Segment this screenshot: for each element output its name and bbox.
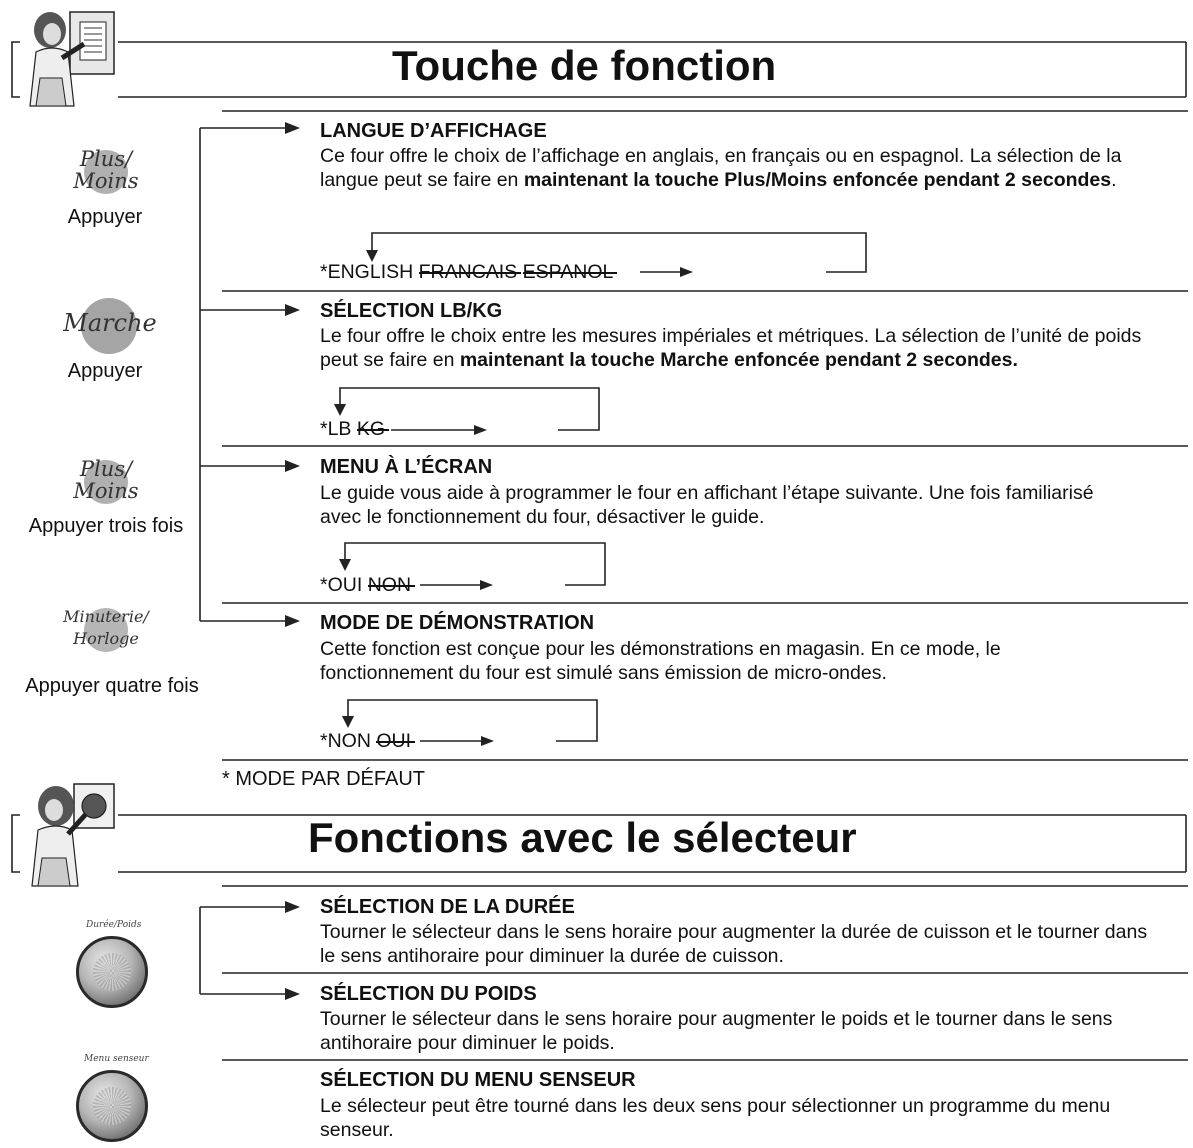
item-text: Tourner le sélecteur dans le sens horaire pour augmenter la durée de cuisson et le tourner dans le sens antihoraire pour diminuer la durée de cuisson.: [320, 921, 1148, 967]
cycle-sequence: [320, 418, 385, 441]
footnote: * MODE PAR DÉFAUT: [222, 768, 425, 790]
item-heading: MODE DE DÉMONSTRATION: [320, 612, 595, 634]
item-heading: SÉLECTION LB/KG: [320, 300, 503, 322]
key-label-line2: Horloge: [73, 629, 139, 648]
cycle-sequence: [320, 730, 411, 753]
marche-key: [55, 298, 165, 354]
key-caption: Appuyer quatre fois: [25, 675, 199, 697]
item-text: Le four offre le choix entre les mesures impériales et métriques. La sélection de l’unité de poids peut se faire en maintenant la touche Marche enfoncée pendant 2 secondes.: [320, 325, 1142, 371]
key-caption: Appuyer: [67, 206, 143, 228]
duree-poids-dial-icon[interactable]: [76, 936, 148, 1008]
item-heading: SÉLECTION DE LA DURÉE: [320, 896, 575, 918]
key-caption: Appuyer trois fois: [28, 515, 184, 537]
key-caption: Appuyer: [67, 360, 143, 382]
option: FRANCAIS: [418, 261, 518, 283]
option: ESPANOL: [522, 261, 614, 283]
option: KG: [356, 418, 386, 440]
key-label-line1: Minuterie/: [63, 607, 149, 626]
menu-senseur-dial-icon[interactable]: [76, 1070, 148, 1142]
key-label-line1: Plus/: [79, 147, 133, 171]
cycle-sequence: [320, 574, 411, 597]
minuterie-horloge-key: [60, 602, 152, 658]
woman-at-oven-illustration: [22, 8, 122, 112]
default-option: *OUI: [320, 574, 363, 596]
key-label-line2: Moins: [73, 479, 139, 503]
item-heading: LANGUE D’AFFICHAGE: [320, 120, 547, 142]
woman-turning-dial-illustration: [22, 780, 122, 892]
option: OUI: [376, 730, 412, 752]
item-text: Le sélecteur peut être tourné dans les deux sens pour sélectionner un programme du menu senseur.: [320, 1095, 1111, 1141]
item-text: Ce four offre le choix de l’affichage en anglais, en français ou en espagnol. La sélection de la langue peut se faire en maintenant la touche Plus/Moins enfoncée pendant 2 secondes.: [320, 145, 1122, 191]
item-text: Cette fonction est conçue pour les démonstrations en magasin. En ce mode, le fonctionnement du four est simulé sans émission de micro-ondes.: [320, 638, 1001, 684]
key-label-line1: Marche: [63, 309, 157, 337]
item-text: Tourner le sélecteur dans le sens horaire pour augmenter le poids et le tourner dans le sens antihoraire pour diminuer le poids.: [320, 1008, 1113, 1054]
default-option: *NON: [320, 730, 371, 752]
item-heading: SÉLECTION DU MENU SENSEUR: [320, 1069, 636, 1091]
item-heading: MENU À L’ÉCRAN: [320, 456, 493, 478]
key-label-line2: Moins: [73, 169, 139, 193]
plus-moins-key: [68, 146, 148, 200]
section-title: Touche de fonction: [392, 42, 777, 89]
option: NON: [367, 574, 412, 596]
plus-moins-key: [68, 456, 148, 510]
default-option: *LB: [320, 418, 352, 440]
default-option: *ENGLISH: [320, 261, 414, 283]
knob-label: Menu senseur: [84, 1054, 149, 1064]
section-title: Fonctions avec le sélecteur: [308, 814, 857, 861]
item-heading: SÉLECTION DU POIDS: [320, 983, 537, 1005]
key-label-line1: Plus/: [79, 457, 133, 481]
knob-label: Durée/Poids: [86, 920, 142, 930]
cycle-sequence: [320, 261, 613, 284]
item-text: Le guide vous aide à programmer le four en affichant l’étape suivante. Une fois familiarisé avec le fonctionnement du four, désactiver le guide.: [320, 482, 1094, 528]
